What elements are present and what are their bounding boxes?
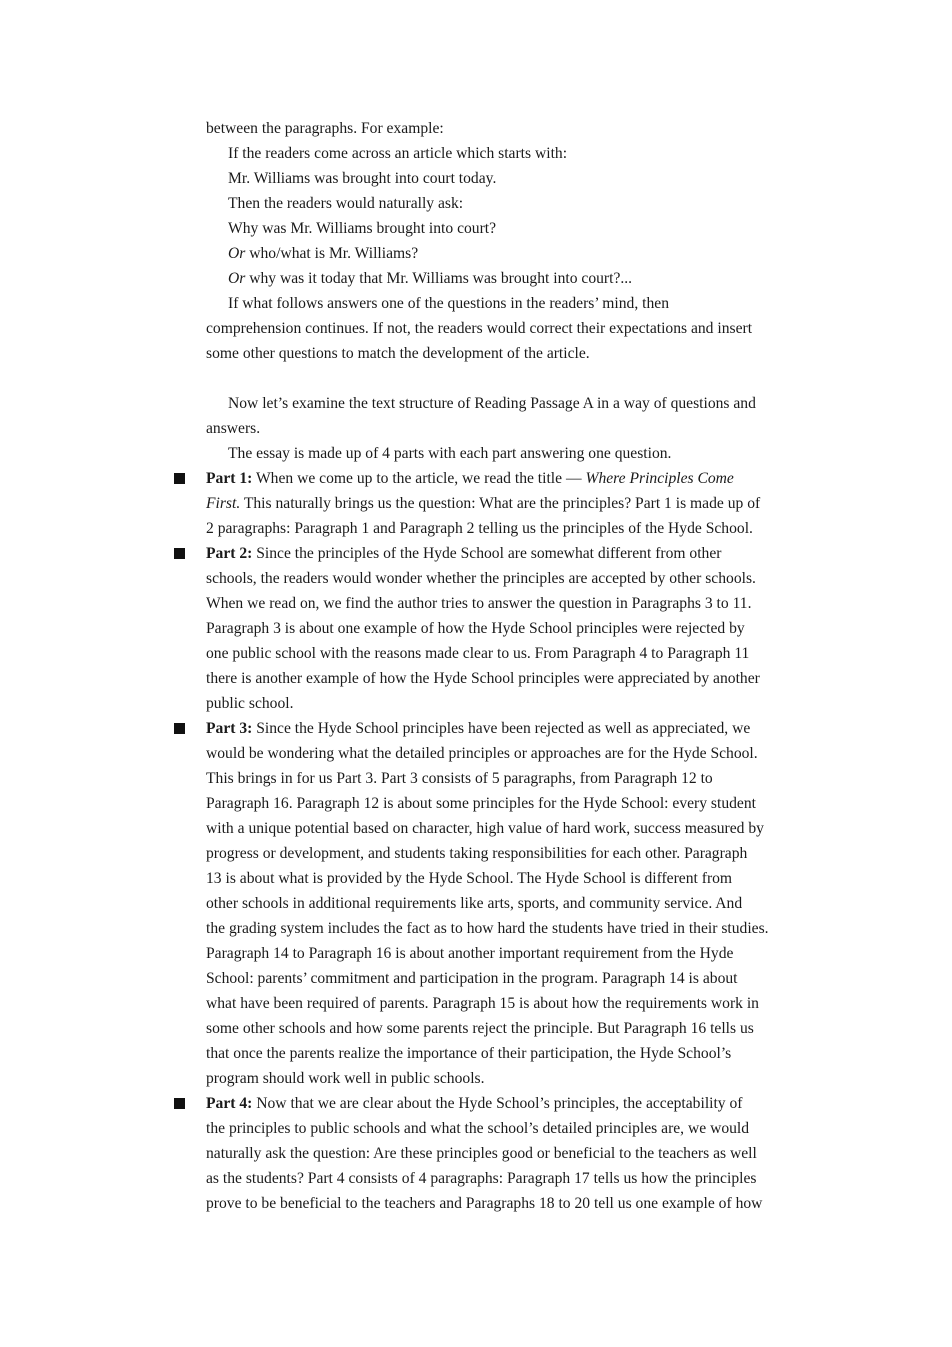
part4-line [206,1094,743,1114]
title-emphasis: First. [206,495,241,512]
part3-line: Paragraph 14 to Paragraph 16 is about another important requirement from the Hyde [206,945,734,962]
intro-line: Then the readers would naturally ask: [228,195,464,212]
intro-line: Why was Mr. Williams brought into court? [228,220,497,237]
intro-line: comprehension continues. If not, the readers would correct their expectations and insert [206,320,753,337]
line-text: who/what is Mr. Williams? [245,245,419,262]
bullet-square-icon [174,723,185,734]
part4-line: prove to be beneficial to the teachers and Paragraphs 18 to 20 tell us one example of how [206,1195,763,1212]
part2-line [206,544,721,564]
part3-line: other schools in additional requirements like arts, sports, and community service. And [206,895,743,912]
part3-line: would be wondering what the detailed principles or approaches are for the Hyde School. [206,745,758,762]
part4-line: naturally ask the question: Are these principles good or beneficial to the teachers as well [206,1145,757,1162]
line-text: why was it today that Mr. Williams was brought into court?... [245,270,633,287]
intro-line: between the paragraphs. For example: [206,120,444,137]
part3-line: the grading system includes the fact as to how hard the students have tried in their studies. [206,920,769,937]
part3-line: 13 is about what is provided by the Hyde School. The Hyde School is different from [206,870,733,887]
part1-line [206,469,734,489]
part1-line [206,494,760,514]
intro-line [228,244,418,264]
part3-line: that once the parents realize the importance of their participation, the Hyde School’s [206,1045,732,1062]
part3-line: Paragraph 16. Paragraph 12 is about some principles for the Hyde School: every student [206,795,756,812]
part2-line: schools, the readers would wonder whether the principles are accepted by other schools. [206,570,756,587]
part2-line: When we read on, we find the author tries to answer the question in Paragraphs 3 to 11. [206,595,752,612]
part-label: Part 2: [206,545,253,562]
part4-line: as the students? Part 4 consists of 4 paragraphs: Paragraph 17 tells us how the principles [206,1170,757,1187]
part2-line: public school. [206,695,294,712]
bullet-square-icon [174,473,185,484]
part-label: Part 1: [206,470,253,487]
examine-line: The essay is made up of 4 parts with each part answering one question. [228,445,672,462]
part3-line: some other schools and how some parents reject the principle. But Paragraph 16 tells us [206,1020,754,1037]
emphasis-text: Or [228,245,246,262]
part1-line: 2 paragraphs: Paragraph 1 and Paragraph 2 telling us the principles of the Hyde School. [206,520,753,537]
part3-line: what have been required of parents. Paragraph 15 is about how the requirements work in [206,995,759,1012]
part3-line: progress or development, and students taking responsibilities for each other. Paragraph [206,845,748,862]
intro-line: If the readers come across an article which starts with: [228,145,568,162]
examine-line: answers. [206,420,261,437]
part3-line: with a unique potential based on character, high value of hard work, success measured by [206,820,764,837]
line-text: When we come up to the article, we read the title — [252,470,586,487]
bullet-square-icon [174,548,185,559]
bullet-square-icon [174,1098,185,1109]
intro-line: some other questions to match the development of the article. [206,345,590,362]
examine-line: Now let’s examine the text structure of Reading Passage A in a way of questions and [228,395,756,412]
emphasis-text: Or [228,270,246,287]
title-emphasis: Where Principles Come [585,470,734,487]
part3-line [206,719,750,739]
part4-line: the principles to public schools and what the school’s detailed principles are, we would [206,1120,750,1137]
part-label: Part 3: [206,720,253,737]
line-text: Now that we are clear about the Hyde School’s principles, the acceptability of [252,1095,743,1112]
part3-line: School: parents’ commitment and participation in the program. Paragraph 14 is about [206,970,738,987]
intro-line: Mr. Williams was brought into court today. [228,170,497,187]
part2-line: Paragraph 3 is about one example of how the Hyde School principles were rejected by [206,620,745,637]
intro-line [228,269,632,289]
intro-line: If what follows answers one of the questions in the readers’ mind, then [228,295,669,312]
part3-line: This brings in for us Part 3. Part 3 consists of 5 paragraphs, from Paragraph 12 to [206,770,713,787]
part2-line: one public school with the reasons made clear to us. From Paragraph 4 to Paragraph 11 [206,645,750,662]
part3-line: program should work well in public schools. [206,1070,485,1087]
line-text: This naturally brings us the question: What are the principles? Part 1 is made up of [240,495,761,512]
part2-line: there is another example of how the Hyde School principles were appreciated by another [206,670,760,687]
part-label: Part 4: [206,1095,253,1112]
line-text: Since the Hyde School principles have been rejected as well as appreciated, we [252,720,751,737]
line-text: Since the principles of the Hyde School are somewhat different from other [252,545,722,562]
